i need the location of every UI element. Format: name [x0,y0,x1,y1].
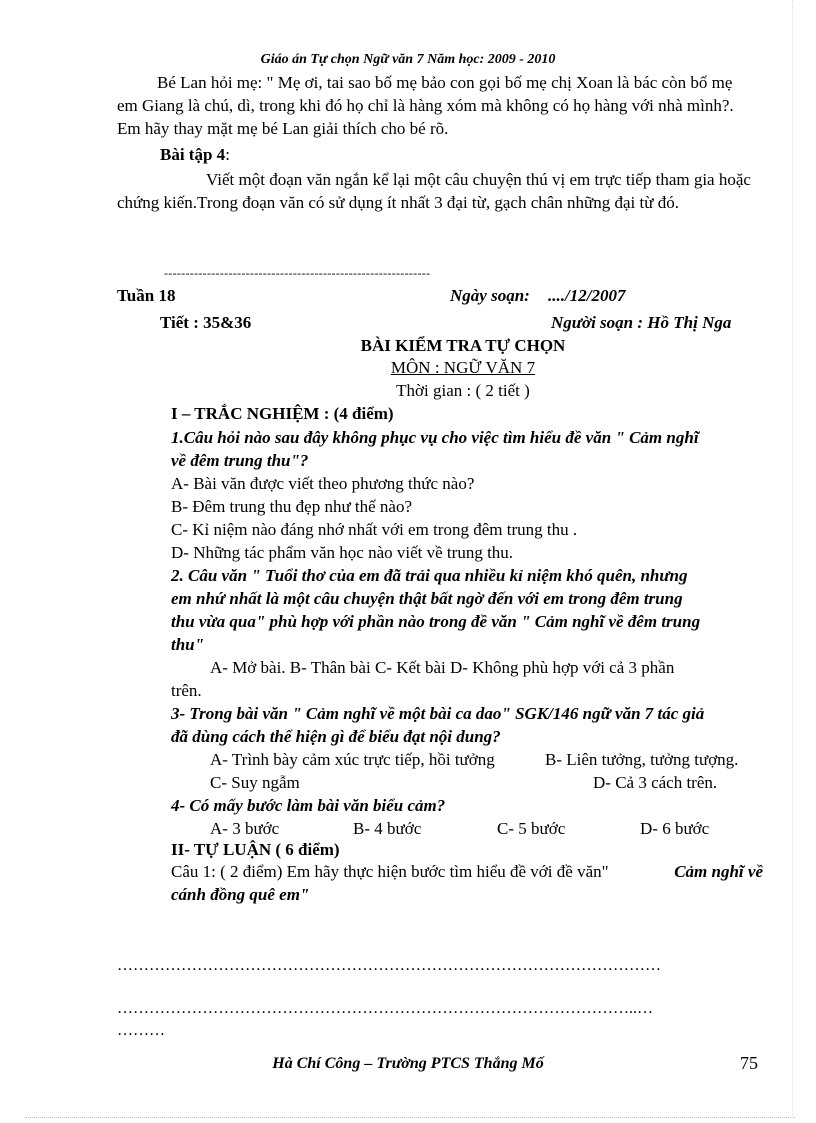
answer-line-2: ……………………………………………………………………………………..… [117,1000,653,1017]
q3-option-a: A- Trình bày cảm xúc trực tiếp, hồi tưởng [210,750,495,769]
q4-question: 4- Có mấy bước làm bài văn biểu cảm? [171,796,446,815]
q4-option-c: C- 5 bước [497,819,566,838]
page-footer: Hà Chí Công – Trường PTCS Thắng Mố [272,1055,544,1072]
q3-option-c: C- Suy ngẫm [210,773,300,792]
exercise4-text: Viết một đoạn văn ngắn kể lại một câu chuyện thú vị em trực tiếp tham gia hoặc chứng kiến.Trong đoạn văn có sử dụng ít nhất 3 đại từ, gạch chân những đại từ đó. [117,170,751,212]
answer-line-1: ………………………………………………………………………………………… [117,957,661,974]
period-label: Tiết : 35&36 [160,313,252,332]
q4-option-b: B- 4 bước [353,819,422,838]
q3-option-b: B- Liên tưởng, tưởng tượng. [545,750,739,769]
test-title: BÀI KIỂM TRA TỰ CHỌN [360,336,566,355]
q1-line1: 1.Câu hỏi nào sau đây không phục vụ cho việc tìm hiểu đề văn " Cảm nghĩ [171,428,699,447]
q2-line2: em nhứ nhất là một câu chuyện thật bất ngờ đến với em trong đêm trung [171,589,683,608]
essay1-topic-part2: cánh đồng quê em" [171,885,310,904]
essay1-prefix: Câu 1: ( 2 điểm) Em hãy thực hiện bước tìm hiểu đề với đề văn" [171,862,609,881]
q1-option-b: B- Đêm trung thu đẹp như thế nào? [171,497,413,516]
week-label: Tuần 18 [117,286,176,305]
q4-option-d: D- 6 bước [640,819,710,838]
q3-line2: đã dùng cách thể hiện gì để biểu đạt nội dung? [171,727,501,746]
q2-line3: thu vừa qua" phù hợp với phần nào trong đề văn " Cảm nghĩ về đêm trung [171,612,701,631]
test-time: Thời gian : ( 2 tiết ) [396,381,530,400]
q1-option-c: C- Kỉ niệm nào đáng nhớ nhất với em trong đêm trung thu . [171,520,578,539]
section1-heading: I – TRẮC NGHIỆM : (4 điểm) [171,404,394,423]
q2-line1: 2. Câu văn " Tuổi thơ của em đã trải qua nhiều kỉ niệm khó quên, nhưng [171,566,688,585]
page-bottom-border [25,1117,795,1118]
q3-option-d: D- Cả 3 cách trên. [593,773,718,792]
q4-option-a: A- 3 bước [210,819,280,838]
essay1-line1 [171,862,763,882]
section-separator: -------------------------------------------------------------- [164,266,431,280]
page-right-border [792,0,793,1118]
date-label: Ngày soạn: [450,286,530,305]
q2-line4: thu" [171,635,205,654]
date-value: ..../12/2007 [548,286,626,305]
essay1-topic-part1: Cảm nghĩ về [674,862,763,881]
q3-line1: 3- Trong bài văn " Cảm nghĩ về một bài ca dao" SGK/146 ngữ văn 7 tác giả [171,704,705,723]
test-subject: MÔN : NGỮ VĂN 7 [390,358,536,377]
exercise4-title: Bài tập 4 [160,145,226,164]
section2-heading: II- TỰ LUẬN ( 6 điểm) [171,840,340,859]
page-header: Giáo án Tự chọn Ngữ văn 7 Năm học: 2009 - 2010 [260,52,556,67]
author-label: Người soạn : Hồ Thị Nga [551,313,732,332]
story-paragraph: Bé Lan hỏi mẹ: " Mẹ ơi, tai sao bố mẹ bảo con gọi bố mẹ chị Xoan là bác còn bố mẹ em Giang là chú, dì, trong khi đó họ chỉ là hàng xóm mà không có họ hàng với nhà mình?. Em hãy thay mặt mẹ bé Lan giải thích cho bé rõ. [117,73,734,138]
answer-line-3: ……… [117,1022,165,1039]
page-number: 75 [740,1053,758,1073]
q1-option-a: A- Bài văn được viết theo phương thức nào? [171,474,475,493]
q1-line2: về đêm trung thu"? [171,451,309,470]
q1-option-d: D- Những tác phẩm văn học nào viết về trung thu. [171,543,514,562]
exercise4-heading: Bài tập 4: [160,145,230,164]
q2-options-end: trên. [171,681,202,700]
q2-options: A- Mở bài. B- Thân bài C- Kết bài D- Không phù hợp với cả 3 phần [210,658,675,677]
